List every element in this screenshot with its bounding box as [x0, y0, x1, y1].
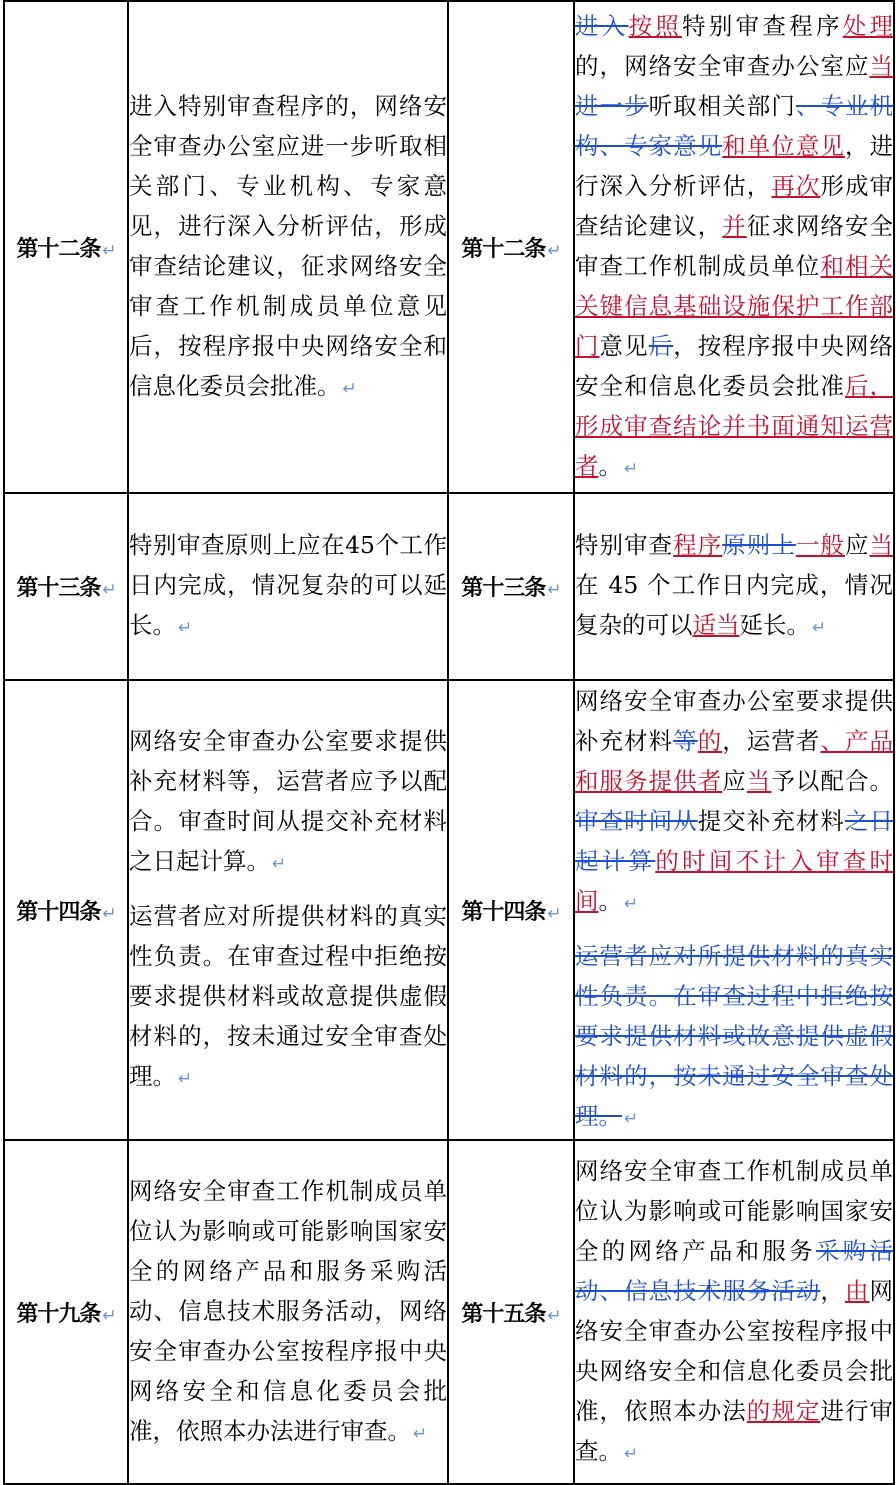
inserted-text: 、产品和服务提供者 [575, 727, 894, 795]
paragraph-mark-icon: ↵ [102, 240, 116, 261]
deleted-text: 原则上 [722, 531, 796, 559]
text-run: 在 45 个工作日内完成，情况复杂的可以 [575, 571, 893, 639]
table-row [4, 680, 894, 1140]
inserted-text: 一般 [795, 531, 845, 559]
text-run: 进入特别审查程序的，网络安全审查办公室应进一步听取相关部门、专业机构、专家意见，进行深入分析评估，形成审查结论建议，征求网络安全审查工作机制成员单位意见后，按程序报中央网络安全和信息化委员会批准。 [129, 91, 447, 400]
old-article-label: 第十九条 ↵ [4, 1140, 128, 1484]
inserted-text: 当 [869, 51, 893, 80]
text-run: 应 [722, 767, 747, 795]
inserted-text: 当 [869, 531, 894, 559]
paragraph-mark-icon: ↵ [547, 1305, 561, 1326]
inserted-text: 由 [844, 1276, 870, 1305]
table-row [4, 493, 894, 680]
paragraph [575, 525, 893, 648]
paragraph-mark-icon: ↵ [624, 1443, 639, 1464]
text-run: 网络安全审查办公室要求提供补充材料 [575, 687, 893, 755]
paragraph [575, 1151, 893, 1474]
old-article-text [128, 1, 448, 493]
deleted-text: 后 [648, 331, 674, 360]
text-run: 听取相关部门 [648, 91, 796, 120]
new-article-text [574, 680, 894, 1140]
new-article-label: 第十四条 ↵ [448, 680, 574, 1140]
old-article-label: 第十二条 ↵ [4, 1, 128, 493]
paragraph-mark-icon: ↵ [102, 1305, 116, 1326]
comparison-document [3, 0, 894, 1465]
new-article-label: 第十二条 ↵ [448, 1, 574, 493]
text-run: 。 [598, 887, 622, 915]
text-run: 网络安全审查办公室按程序报中央网络安全和信息化委员会批准，依照本办法 [575, 1276, 894, 1425]
paragraph [575, 681, 893, 924]
paragraph-mark-icon: ↵ [547, 903, 561, 924]
paragraph-mark-icon: ↵ [547, 580, 561, 600]
paragraph-mark-icon: ↵ [102, 580, 116, 600]
paragraph-mark-icon: ↵ [624, 458, 639, 479]
text-run: 。 [598, 451, 622, 480]
inserted-text: 和单位意见 [722, 131, 845, 160]
paragraph-mark-icon: ↵ [413, 1423, 428, 1444]
paragraph [129, 1171, 447, 1454]
inserted-text: 程序 [673, 531, 723, 559]
text-run: 运营者应对所提供材料的真实性负责。在审查过程中拒绝按要求提供材料或故意提供虚假材料的，按未通过安全审查处理。 [129, 902, 447, 1090]
paragraph [129, 525, 447, 648]
deleted-text: 采购活动、信息技术服务活动 [575, 1236, 894, 1305]
paragraph-mark-icon: ↵ [178, 618, 193, 638]
inserted-text: 处理 [842, 11, 894, 40]
old-article-label: 第十四条 ↵ [4, 680, 128, 1140]
text-run: ，按程序报中央网络安全和信息化委员会批准 [575, 331, 894, 400]
deleted-text: 、专业机构、专家意见 [575, 91, 893, 160]
paragraph-mark-icon: ↵ [178, 1069, 193, 1089]
deleted-text: 运营者应对所提供材料的真实性负责。在审查过程中拒绝按要求提供材料或故意提供虚假材料的，按未通过安全审查处理。 [575, 942, 893, 1130]
text-run: ，进行深入分析评估， [575, 131, 894, 200]
text-run: 进行审查。 [575, 1396, 894, 1465]
inserted-text: 和相关关键信息基础设施保护工作部门 [575, 251, 894, 360]
old-article-text [128, 1140, 448, 1484]
new-article-text [574, 1140, 894, 1484]
text-run: ，运营者 [722, 727, 821, 755]
inserted-text: 的规定 [746, 1396, 821, 1425]
inserted-text: 当 [746, 767, 772, 795]
old-article-label: 第十三条 ↵ [4, 493, 128, 680]
deleted-text: 等 [673, 727, 698, 755]
old-article-text [128, 493, 448, 680]
old-article-text [128, 680, 448, 1140]
paragraph-mark-icon: ↵ [342, 378, 357, 399]
paragraph [129, 86, 447, 409]
deleted-text: 之日起计算 [575, 807, 894, 875]
paragraph [129, 721, 447, 884]
paragraph-mark-icon: ↵ [102, 903, 116, 924]
new-article-label: 第十五条 ↵ [448, 1140, 574, 1484]
table-row [4, 1, 894, 493]
paragraph-mark-icon: ↵ [272, 854, 287, 874]
text-run: 予以配合。 [771, 767, 894, 795]
text-run: 网络安全审查工作机制成员单位认为影响或可能影响国家安全的网络产品和服务采购活动、信息技术服务活动，网络安全审查办公室按程序报中央网络安全和信息化委员会批准，依照本办法进行审查。 [129, 1176, 447, 1445]
text-run: 应 [844, 531, 870, 559]
text-run: 提交补充材料 [697, 807, 845, 835]
paragraph [575, 6, 893, 489]
deleted-text: 进入 [575, 11, 629, 40]
paragraph-mark-icon: ↵ [547, 240, 561, 261]
deleted-text: 进一步 [575, 91, 649, 120]
inserted-text: 并 [722, 211, 747, 240]
text-run: 特别审查 [575, 531, 674, 559]
paragraph [129, 896, 447, 1099]
table-row [4, 1140, 894, 1484]
paragraph-mark-icon: ↵ [624, 1109, 639, 1129]
deleted-text: 审查时间从 [575, 807, 698, 835]
text-run: 网络安全审查工作机制成员单位认为影响或可能影响国家安全的网络产品和服务 [575, 1156, 893, 1265]
inserted-text: 的时间不计入审查时间 [575, 847, 894, 915]
paragraph-mark-icon: ↵ [812, 618, 827, 638]
new-article-text [574, 493, 894, 680]
text-run: 意见 [599, 331, 649, 360]
text-run: 的，网络安全审查办公室应 [575, 51, 870, 80]
comparison-table [3, 0, 895, 1485]
paragraph [575, 936, 893, 1139]
new-article-text [574, 1, 894, 493]
text-run: ， [820, 1276, 845, 1305]
inserted-text: 适当 [692, 611, 740, 639]
inserted-text: 后，形成审查结论并书面通知运营者 [575, 371, 894, 480]
text-run: 形成审查结论建议， [575, 171, 894, 240]
new-article-label: 第十三条 ↵ [448, 493, 574, 680]
inserted-text: 按照 [628, 11, 683, 40]
text-run: 网络安全审查办公室要求提供补充材料等，运营者应予以配合。审查时间从提交补充材料之日起计算。 [129, 727, 447, 875]
text-run: 征求网络安全审查工作机制成员单位 [575, 211, 894, 280]
text-run: 特别审查程序 [682, 11, 843, 40]
inserted-text: 再次 [771, 171, 821, 200]
inserted-text: 的 [697, 727, 723, 755]
text-run: 特别审查原则上应在45个工作日内完成，情况复杂的可以延长。 [129, 531, 447, 639]
paragraph-mark-icon: ↵ [624, 894, 639, 914]
text-run: 延长。 [739, 611, 810, 639]
